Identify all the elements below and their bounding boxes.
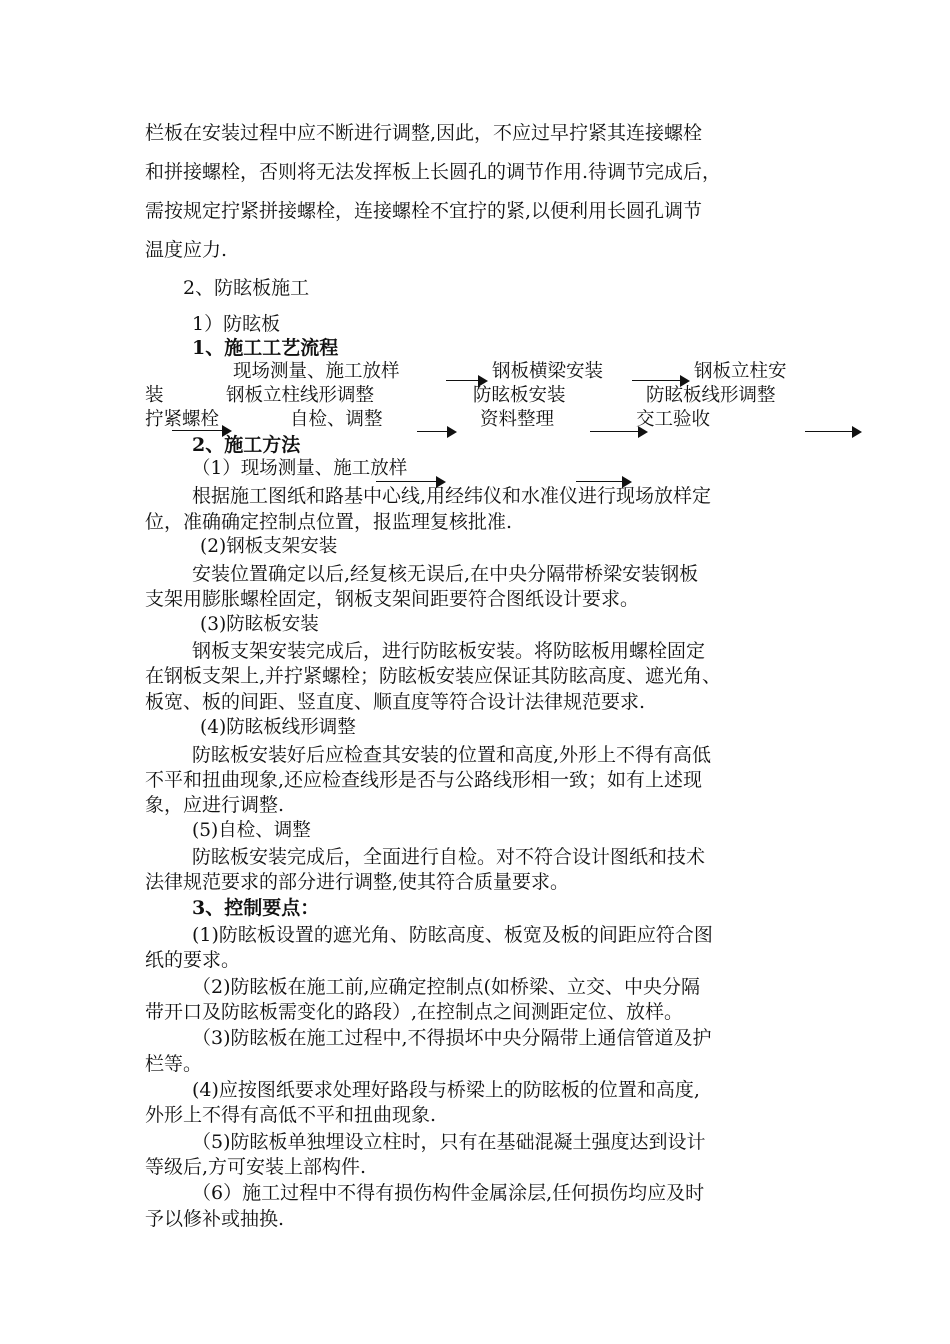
control-4-line-1: (4)应按图纸要求处理好路段与桥梁上的防眩板的位置和高度, xyxy=(192,1079,700,1101)
method-4-line-2: 不平和扭曲现象,还应检查线形是否与公路线形相一致；如有上述现 xyxy=(145,769,703,791)
method-4-line-3: 象，应进行调整. xyxy=(145,794,285,816)
flow-arrow xyxy=(805,426,862,438)
flow-arrow xyxy=(590,426,648,438)
flow-step-panel-install: 防眩板安装 xyxy=(473,385,566,406)
method-4-title: (4)防眩板线形调整 xyxy=(200,717,356,738)
control-2-line-2: 带开口及防眩板需变化的路段）,在控制点之间测距定位、放样。 xyxy=(145,1001,684,1023)
method-3-title: (3)防眩板安装 xyxy=(200,614,319,635)
flow-step-column-cont: 装 xyxy=(145,385,164,406)
flow-step-column: 钢板立柱安 xyxy=(694,361,787,382)
control-3-line-1: （3)防眩板在施工过程中,不得损坏中央分隔带上通信管道及护 xyxy=(192,1027,712,1049)
intro-line-3: 需按规定拧紧拼接螺栓，连接螺栓不宜拧的紧,以便利用长圆孔调节 xyxy=(145,200,703,222)
heading-process-flow: 1、施工工艺流程 xyxy=(192,337,339,359)
control-1-line-1: (1)防眩板设置的遮光角、防眩高度、板宽及板的间距应符合图 xyxy=(192,924,713,946)
method-4-line-1: 防眩板安装好后应检查其安装的位置和高度,外形上不得有高低 xyxy=(192,744,712,766)
flow-step-panel-align: 防眩板线形调整 xyxy=(646,385,776,406)
method-2-title: (2)钢板支架安装 xyxy=(200,536,338,557)
method-1-line-1: 根据施工图纸和路基中心线,用经纬仪和水准仪进行现场放样定 xyxy=(192,485,712,507)
method-5-line-1: 防眩板安装完成后，全面进行自检。对不符合设计图纸和技术 xyxy=(192,846,706,868)
flow-step-beam: 钢板横梁安装 xyxy=(492,361,604,382)
control-6-line-2: 予以修补或抽换. xyxy=(145,1208,285,1230)
control-2-line-1: （2)防眩板在施工前,应确定控制点(如桥梁、立交、中央分隔 xyxy=(192,976,700,998)
flow-arrow xyxy=(417,426,457,438)
section-2-title: 2、防眩板施工 xyxy=(183,277,310,299)
intro-line-4: 温度应力. xyxy=(145,239,228,261)
method-3-line-3: 板宽、板的间距、竖直度、顺直度等符合设计法律规范要求. xyxy=(145,691,646,713)
control-5-line-1: （5)防眩板单独埋设立柱时，只有在基础混凝土强度达到设计 xyxy=(192,1131,706,1153)
method-3-line-1: 钢板支架安装完成后，进行防眩板安装。将防眩板用螺栓固定 xyxy=(192,640,706,662)
heading-control-points: 3、控制要点： xyxy=(192,897,320,919)
intro-line-1: 栏板在安装过程中应不断进行调整,因此，不应过早拧紧其连接螺栓 xyxy=(145,122,703,144)
flow-step-selfcheck: 自检、调整 xyxy=(290,409,383,430)
control-3-line-2: 栏等。 xyxy=(145,1053,203,1075)
subsection-1-title: 1）防眩板 xyxy=(192,313,281,335)
control-6-line-1: （6）施工过程中不得有损伤构件金属涂层,任何损伤均应及时 xyxy=(192,1182,705,1204)
flow-step-tighten: 拧紧螺栓 xyxy=(145,409,220,430)
flow-step-survey: 现场测量、施工放样 xyxy=(233,361,400,382)
control-4-line-2: 外形上不得有高低不平和扭曲现象. xyxy=(145,1104,437,1126)
method-3-line-2: 在钢板支架上,并拧紧螺栓；防眩板安装应保证其防眩高度、遮光角、 xyxy=(145,665,722,687)
method-1-line-2: 位，准确确定控制点位置，报监理复核批准. xyxy=(145,511,513,533)
control-1-line-2: 纸的要求。 xyxy=(145,949,241,971)
method-5-title: (5)自检、调整 xyxy=(192,820,311,841)
flow-arrow xyxy=(632,375,690,387)
method-5-line-2: 法律规范要求的部分进行调整,使其符合质量要求。 xyxy=(145,871,570,893)
control-5-line-2: 等级后,方可安装上部构件. xyxy=(145,1156,367,1178)
method-2-line-1: 安装位置确定以后,经复核无误后,在中央分隔带桥梁安装钢板 xyxy=(192,563,699,585)
intro-line-2: 和拼接螺栓，否则将无法发挥板上长圆孔的调节作用.待调节完成后， xyxy=(145,161,722,183)
heading-method: 2、施工方法 xyxy=(192,434,301,456)
flow-arrow xyxy=(446,375,488,387)
flow-step-handover: 交工验收 xyxy=(636,409,711,430)
method-1-title: （1）现场测量、施工放样 xyxy=(192,458,408,479)
flow-step-column-align: 钢板立柱线形调整 xyxy=(226,385,375,406)
flow-step-documents: 资料整理 xyxy=(480,409,555,430)
method-2-line-2: 支架用膨胀螺栓固定，钢板支架间距要符合图纸设计要求。 xyxy=(145,588,640,610)
